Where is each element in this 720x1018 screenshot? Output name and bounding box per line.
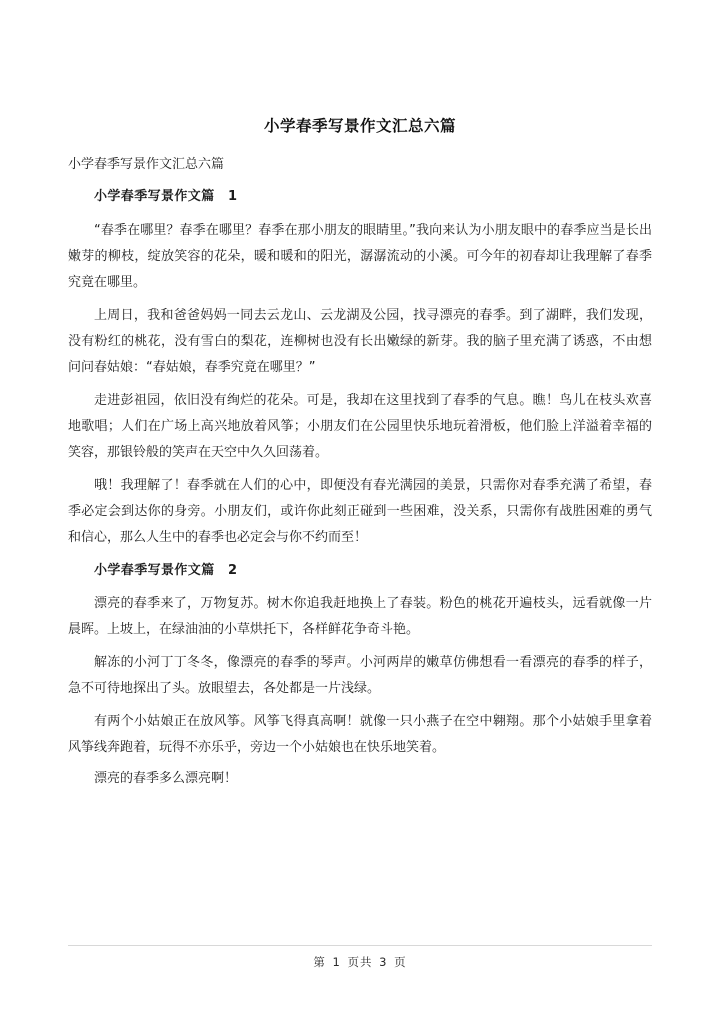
footer-page-number: 1 bbox=[332, 955, 341, 969]
footer-divider bbox=[68, 945, 652, 946]
paragraph: 漂亮的春季多么漂亮啊！ bbox=[94, 770, 238, 786]
footer-total-pages: 3 bbox=[379, 955, 388, 969]
paragraph: 哦！我理解了！春季就在人们的心中，即便没有春光满园的美景，只需你对春季充满了希望，春季必定会到达你的身旁。小朋友们，或许你此刻正碰到一些困难，没关系，只需你有战胜困难的勇气和信心，那么人生中的春季也必定会与你不约而至！ bbox=[68, 477, 652, 545]
footer-middle: 页共 bbox=[347, 955, 373, 969]
page-title: 小学春季写景作文汇总六篇 bbox=[263, 117, 456, 135]
section-heading-1: 小学春季写景作文篇 1 bbox=[94, 189, 238, 205]
paragraph: 解冻的小河丁丁冬冬，像漂亮的春季的琴声。小河两岸的嫩草仿佛想看一看漂亮的春季的样子，急不可待地探出了头。放眼望去，各处都是一片浅绿。 bbox=[68, 654, 652, 696]
paragraph: 走进彭祖园，依旧没有绚烂的花朵。可是，我却在这里找到了春季的气息。瞧！鸟儿在枝头欢喜地歌唱；人们在广场上高兴地放着风筝；小朋友们在公园里快乐地玩着滑板，他们脸上洋溢着幸福的笑容，那银铃般的笑声在天空中久久回荡着。 bbox=[68, 392, 652, 460]
page-footer bbox=[0, 954, 720, 970]
paragraph: “春季在哪里？春季在哪里？春季在那小朋友的眼睛里。”我向来认为小朋友眼中的春季应当是长出嫩芽的柳枝，绽放笑容的花朵，暖和暖和的阳光，潺潺流动的小溪。可今年的初春却让我理解了春季究竟在哪里。 bbox=[68, 222, 652, 290]
paragraph: 漂亮的春季来了，万物复苏。树木你追我赶地换上了春装。粉色的桃花开遍枝头，远看就像一片晨晖。上坡上，在绿油油的小草烘托下，各样鲜花争奇斗艳。 bbox=[68, 595, 652, 637]
footer-prefix: 第 bbox=[313, 955, 326, 969]
document-subtitle: 小学春季写景作文汇总六篇 bbox=[68, 157, 225, 172]
section-heading-2: 小学春季写景作文篇 2 bbox=[94, 562, 238, 578]
paragraph: 上周日，我和爸爸妈妈一同去云龙山、云龙湖及公园，找寻漂亮的春季。到了湖畔，我们发现，没有粉红的桃花，没有雪白的梨花，连柳树也没有长出嫩绿的新芽。我的脑子里充满了诱惑，不由想问问春姑娘：“春姑娘，春季究竟在哪里？” bbox=[68, 307, 652, 375]
footer-suffix: 页 bbox=[394, 955, 407, 969]
paragraph: 有两个小姑娘正在放风筝。风筝飞得真高啊！就像一只小燕子在空中翱翔。那个小姑娘手里拿着风筝线奔跑着，玩得不亦乐乎，旁边一个小姑娘也在快乐地笑着。 bbox=[68, 713, 652, 755]
